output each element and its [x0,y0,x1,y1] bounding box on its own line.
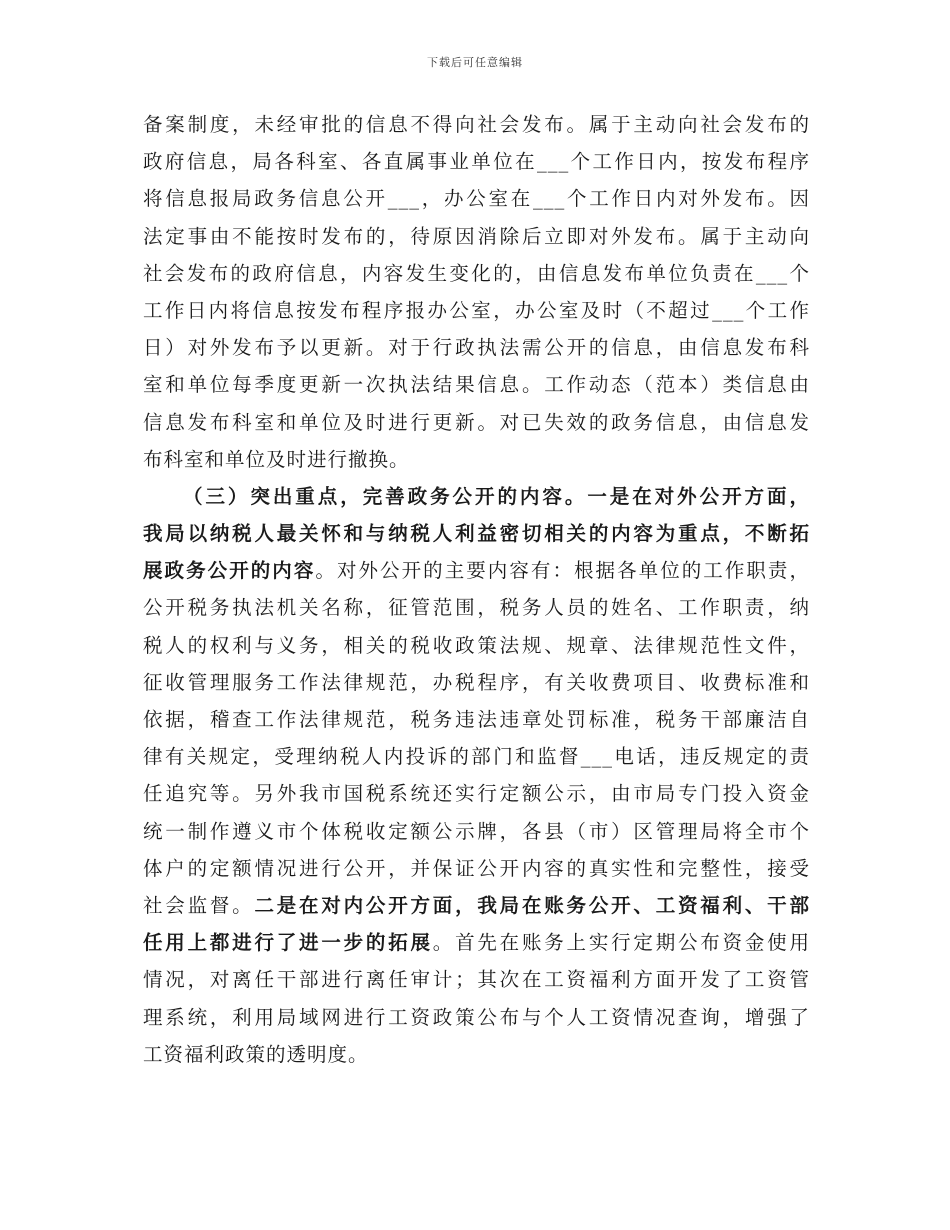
text-line [143,664,810,701]
text-segment: 。首先在账务上实行定期公布资金使用 [432,931,810,955]
text-line [143,180,810,217]
text-line [143,1036,810,1073]
text-line [143,701,810,738]
page-header: 下载后可任意编辑 [427,56,523,69]
text-line [143,106,810,143]
text-segment: 情况，对离任干部进行离任审计；其次在工资福利方面开发了工资管 [143,968,810,992]
bold-text-segment: 我局以纳税人最关怀和与纳税人利益密切相关的内容为重点，不断拓 [143,522,810,546]
bold-text-segment: 任用上都进行了进一步的拓展 [143,931,433,955]
text-line [143,366,810,403]
text-line [143,627,810,664]
text-segment: 政府信息，局各科室、各直属事业单位在___个工作日内，按发布程序 [143,150,810,174]
text-segment: 室和单位每季度更新一次执法结果信息。工作动态（范本）类信息由 [143,373,810,397]
text-line [143,999,810,1036]
text-segment: 备案制度，未经审批的信息不得向社会发布。属于主动向社会发布的 [143,113,810,136]
text-segment: 税人的权利与义务，相关的税收政策法规、规章、法律规范性文件， [143,633,810,657]
text-segment: 公开税务执法机关名称，征管范围，税务人员的姓名、工作职责，纳 [143,596,810,620]
text-line [143,441,810,478]
text-line [143,850,810,887]
text-segment: 布科室和单位及时进行撤换。 [143,447,410,471]
text-line [143,887,810,924]
bold-text-segment: 二是在对内公开方面，我局在账务公开、工资福利、干部 [254,893,810,917]
text-line [143,813,810,850]
text-segment: 社会发布的政府信息，内容发生变化的，由信息发布单位负责在___个 [143,261,810,285]
text-segment: 工作日内将信息按发布程序报办公室，办公室及时（不超过___个工作 [143,298,810,322]
bold-text-segment: （三）突出重点，完善政务公开的内容。一是在对外公开方面， [183,484,810,508]
text-segment: 。对外公开的主要内容有：根据各单位的工作职责， [315,559,810,583]
text-segment: 依据，稽查工作法律规范，税务违法违章处罚标准，税务干部廉洁自 [143,708,810,731]
text-line [143,404,810,441]
text-line [143,515,810,552]
text-segment: 体户的定额情况进行公开，并保证公开内容的真实性和完整性，接受 [143,856,810,880]
text-line [143,329,810,366]
text-segment: 日）对外发布予以更新。对于行政执法需公开的信息，由信息发布科 [143,336,810,360]
text-segment: 理系统，利用局域网进行工资政策公布与个人工资情况查询，增强了 [143,1005,810,1029]
text-segment: 征收管理服务工作法律规范，办税程序，有关收费项目、收费标准和 [143,670,810,694]
text-line [143,255,810,292]
text-line [143,738,810,775]
bold-text-segment: 展政务公开的内容 [143,559,316,583]
text-segment: 将信息报局政务信息公开___，办公室在___个工作日内对外发布。因 [143,187,810,211]
text-segment: 任追究等。另外我市国税系统还实行定额公示，由市局专门投入资金 [143,782,810,806]
text-line [143,924,810,961]
text-segment: 信息发布科室和单位及时进行更新。对已失效的政务信息，由信息发 [143,410,810,434]
text-line [143,589,810,626]
text-segment: 工资福利政策的透明度。 [143,1042,369,1066]
text-line [143,143,810,180]
text-line [143,292,810,329]
text-segment: 律有关规定，受理纳税人内投诉的部门和监督___电话，违反规定的责 [143,745,810,769]
text-line [143,552,810,589]
text-segment: 统一制作遵义市个体税收定额公示牌，各县（市）区管理局将全市个 [143,819,810,843]
document-body [143,106,810,1073]
text-line [143,775,810,812]
text-line [143,478,810,515]
text-segment: 法定事由不能按时发布的，待原因消除后立即对外发布。属于主动向 [143,224,810,248]
text-segment: 社会监督。 [143,893,255,917]
text-line [143,218,810,255]
text-line [143,961,810,998]
